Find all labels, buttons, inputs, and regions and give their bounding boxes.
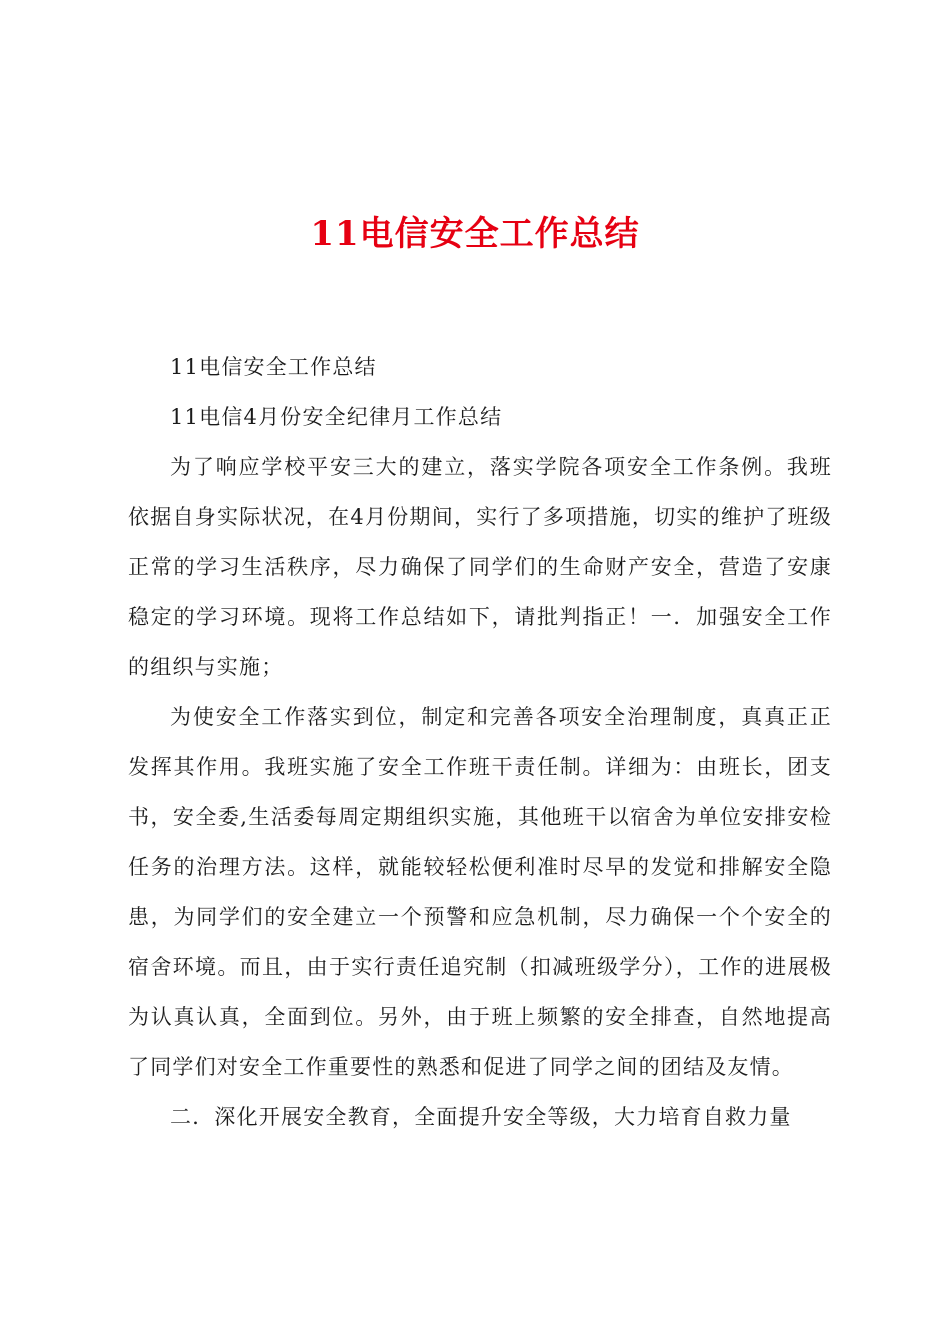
document-title: 11电信安全工作总结 bbox=[310, 214, 640, 254]
document-body bbox=[128, 342, 832, 1142]
paragraph-section-two-heading: 二．深化开展安全教育，全面提升安全等级，大力培育自救力量 bbox=[170, 1105, 792, 1129]
paragraph-subtitle: 11电信安全工作总结 bbox=[170, 355, 377, 379]
paragraph-intro: 为了响应学校平安三大的建立，落实学院各项安全工作条例。我班依据自身实际状况，在4月份期间，实行了多项措施，切实的维护了班级正常的学习生活秩序，尽力确保了同学们的生命财产安全，营造了安康稳定的学习环境。现将工作总结如下，请批判指正！一．加强安全工作的组织与实施； bbox=[128, 455, 832, 679]
paragraph-report-title: 11电信4月份安全纪律月工作总结 bbox=[170, 405, 503, 429]
paragraph-responsibility: 为使安全工作落实到位，制定和完善各项安全治理制度，真真正正发挥其作用。我班实施了安全工作班干责任制。详细为：由班长，团支书，安全委,生活委每周定期组织实施，其他班干以宿舍为单位安排安检任务的治理方法。这样，就能较轻松便利准时尽早的发觉和排解安全隐患，为同学们的安全建立一个预警和应急机制，尽力确保一个个安全的宿舍环境。而且，由于实行责任追究制（扣减班级学分），工作的进展极为认真认真，全面到位。另外，由于班上频繁的安全排查，自然地提高了同学们对安全工作重要性的熟悉和促进了同学之间的团结及友情。 bbox=[128, 705, 832, 1079]
